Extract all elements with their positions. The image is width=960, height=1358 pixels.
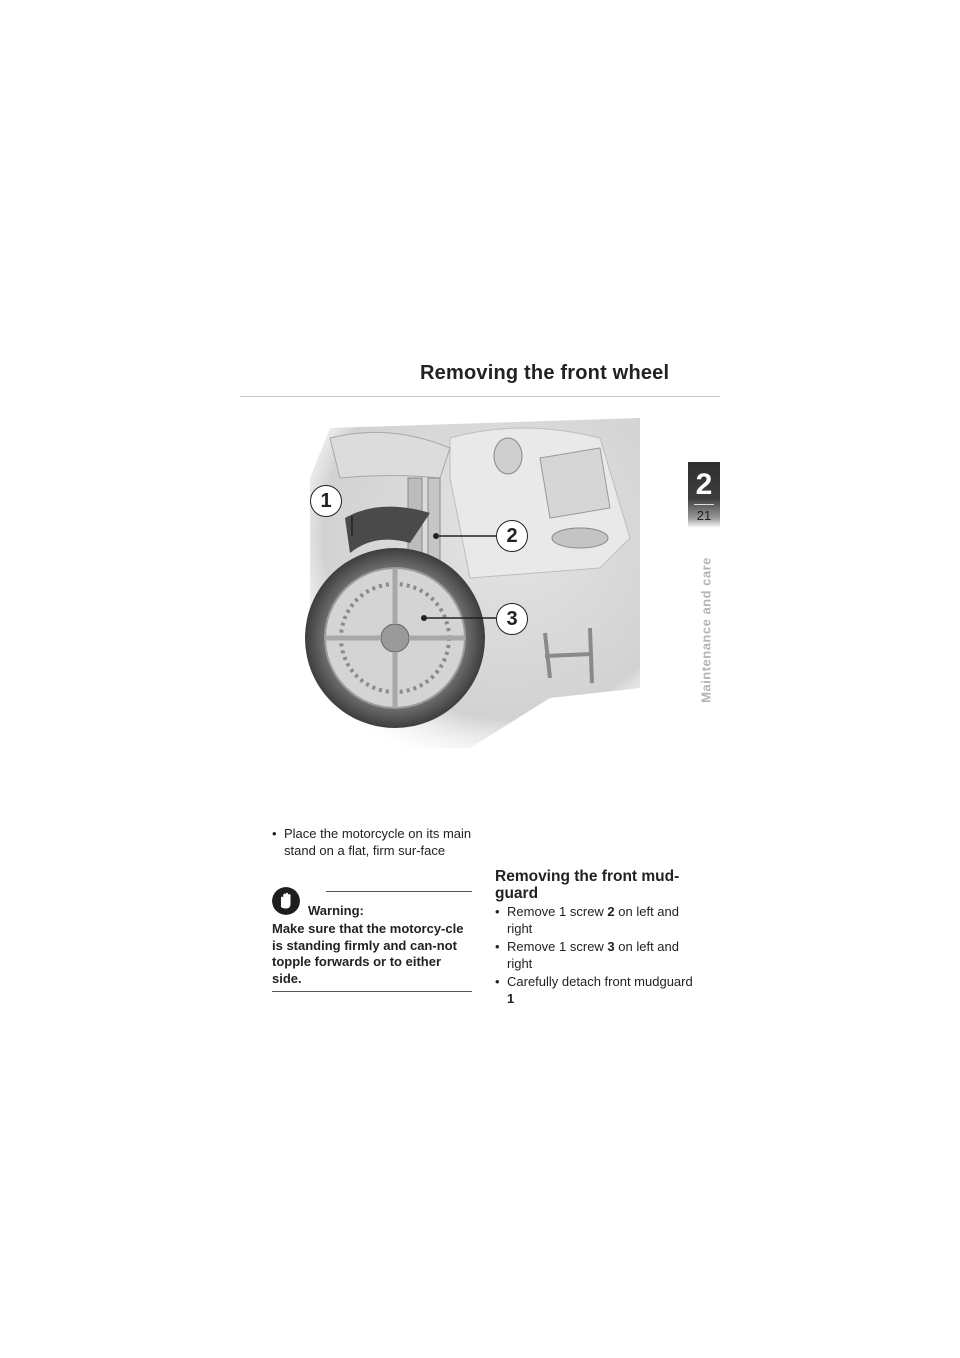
callout-2: 2	[496, 520, 528, 552]
instruction-bullet: • Place the motorcycle on its main stand on a flat, firm sur-face	[272, 826, 472, 859]
page-number: 21	[696, 508, 712, 523]
step-text: Remove 1 screw	[507, 904, 608, 919]
chapter-tab-divider	[694, 504, 714, 505]
section-side-label: Maintenance and care	[698, 557, 714, 703]
step-ref: 2	[607, 904, 615, 919]
section-heading: Removing the front mud-guard	[495, 868, 680, 902]
step-text: on left and right	[507, 939, 679, 971]
warning-rule	[326, 891, 472, 892]
callout-3: 3	[496, 603, 528, 635]
step-item	[495, 904, 695, 937]
left-column	[272, 826, 472, 992]
page-title: Removing the front wheel	[420, 362, 670, 384]
title-divider	[240, 396, 720, 397]
chapter-tab	[688, 462, 720, 528]
step-text: on left and right	[507, 904, 679, 936]
step-item	[495, 939, 695, 972]
callout-1: 1	[310, 485, 342, 517]
right-column	[495, 868, 695, 1007]
step-ref: 3	[607, 939, 615, 954]
step-text: Remove 1 screw	[507, 939, 608, 954]
chapter-number: 2	[695, 468, 713, 501]
hand-stop-icon	[272, 887, 300, 915]
warning-header	[272, 887, 472, 917]
motorcycle-front-wheel-illustration	[300, 418, 640, 750]
step-item	[495, 974, 695, 1007]
warning-text: Make sure that the motorcy-cle is standing firmly and can-not topple forwards or to either side.	[272, 921, 472, 992]
warning-label: Warning:	[308, 903, 364, 918]
step-ref: 1	[507, 990, 515, 1006]
step-text: Carefully detach front mudguard	[507, 974, 693, 989]
